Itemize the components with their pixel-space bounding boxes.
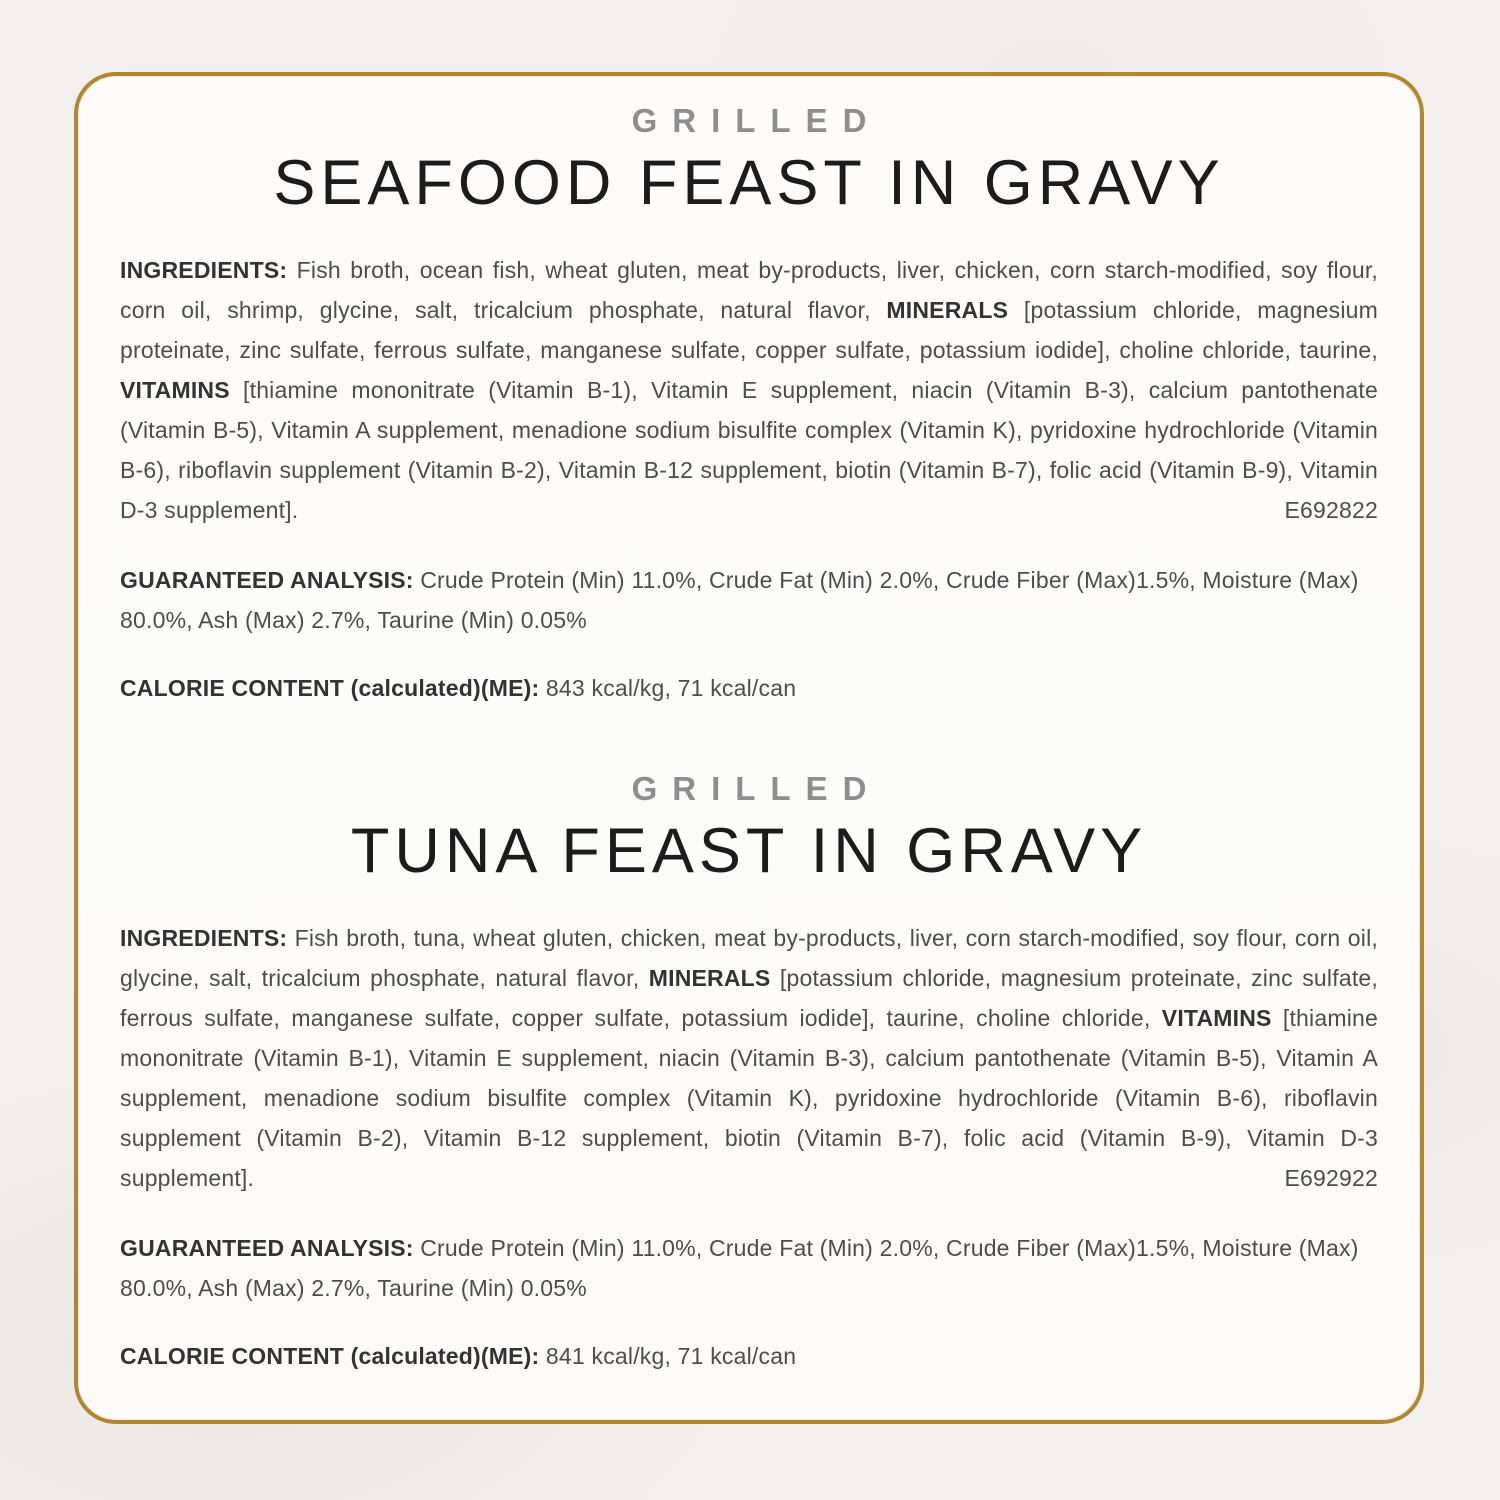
calorie-text: 843 kcal/kg, 71 kcal/can	[539, 675, 797, 701]
ingredients-text-2: [potassium chloride, magnesium proteinate, zinc sulfate, ferrous sulfate, manganese sulfate, copper sulfate, potassium iodide], taurine, choline chloride,	[120, 965, 1378, 1031]
ingredients-paragraph	[120, 918, 1378, 1198]
grilled-kicker: GRILLED	[631, 770, 882, 807]
ingredients-text-3: [thiamine mononitrate (Vitamin B-1), Vitamin E supplement, niacin (Vitamin B-3), calcium pantothenate (Vitamin B-5), Vitamin A supplement, menadione sodium bisulfite complex (Vitamin K), pyridoxine hydrochloride (Vitamin B-6), riboflavin supplement (Vitamin B-2), Vitamin B-12 supplement, biotin (Vitamin B-7), folic acid (Vitamin B-9), Vitamin D-3 supplement].	[120, 377, 1378, 523]
ingredients-label: INGREDIENTS:	[120, 257, 288, 283]
guaranteed-analysis	[120, 560, 1378, 640]
ingredients-text-2: [potassium chloride, magnesium proteinate, zinc sulfate, ferrous sulfate, manganese sulfate, copper sulfate, potassium iodide], choline chloride, taurine,	[120, 297, 1378, 363]
grilled-kicker: GRILLED	[631, 102, 882, 139]
calorie-text: 841 kcal/kg, 71 kcal/can	[539, 1343, 797, 1369]
calorie-content	[120, 668, 1378, 708]
calorie-label: CALORIE CONTENT (calculated)(ME):	[120, 1343, 540, 1369]
guaranteed-analysis	[120, 1228, 1378, 1308]
ingredients-text-3: [thiamine mononitrate (Vitamin B-1), Vitamin E supplement, niacin (Vitamin B-3), calcium pantothenate (Vitamin B-5), Vitamin A supplement, menadione sodium bisulfite complex (Vitamin K), pyridoxine hydrochloride (Vitamin B-6), riboflavin supplement (Vitamin B-2), Vitamin B-12 supplement, biotin (Vitamin B-7), folic acid (Vitamin B-9), Vitamin D-3 supplement].	[120, 1005, 1379, 1191]
minerals-label: MINERALS	[648, 965, 771, 991]
formula-code: E692922	[1284, 1165, 1378, 1191]
calorie-label: CALORIE CONTENT (calculated)(ME):	[120, 675, 540, 701]
minerals-label: MINERALS	[886, 297, 1009, 323]
product-label-card	[74, 72, 1424, 1424]
calorie-content	[120, 1336, 1378, 1376]
ingredients-text-1: Fish broth, ocean fish, wheat gluten, meat by-products, liver, chicken, corn starch-modified, soy flour, corn oil, shrimp, glycine, salt, tricalcium phosphate, natural flavor,	[120, 257, 1378, 323]
product-title-tuna: TUNA FEAST IN GRAVY	[350, 816, 1148, 886]
section-tuna-feast	[120, 770, 1378, 1376]
formula-code: E692822	[1284, 497, 1378, 523]
analysis-label: GUARANTEED ANALYSIS:	[120, 567, 414, 593]
ingredients-label: INGREDIENTS:	[120, 925, 288, 951]
vitamins-label: VITAMINS	[120, 377, 230, 403]
section-seafood-feast	[120, 102, 1378, 708]
ingredients-text-1: Fish broth, tuna, wheat gluten, chicken, meat by-products, liver, corn starch-modified, soy flour, corn oil, glycine, salt, tricalcium phosphate, natural flavor,	[120, 925, 1378, 991]
analysis-label: GUARANTEED ANALYSIS:	[120, 1235, 414, 1261]
ingredients-paragraph	[120, 250, 1378, 530]
product-title-seafood: SEAFOOD FEAST IN GRAVY	[273, 148, 1225, 218]
vitamins-label: VITAMINS	[1161, 1005, 1272, 1031]
analysis-text: Crude Protein (Min) 11.0%, Crude Fat (Min) 2.0%, Crude Fiber (Max)1.5%, Moisture (Max) 80.0%, Ash (Max) 2.7%, Taurine (Min) 0.05%	[120, 1235, 1359, 1301]
analysis-text: Crude Protein (Min) 11.0%, Crude Fat (Min) 2.0%, Crude Fiber (Max)1.5%, Moisture (Max) 80.0%, Ash (Max) 2.7%, Taurine (Min) 0.05%	[120, 567, 1359, 633]
